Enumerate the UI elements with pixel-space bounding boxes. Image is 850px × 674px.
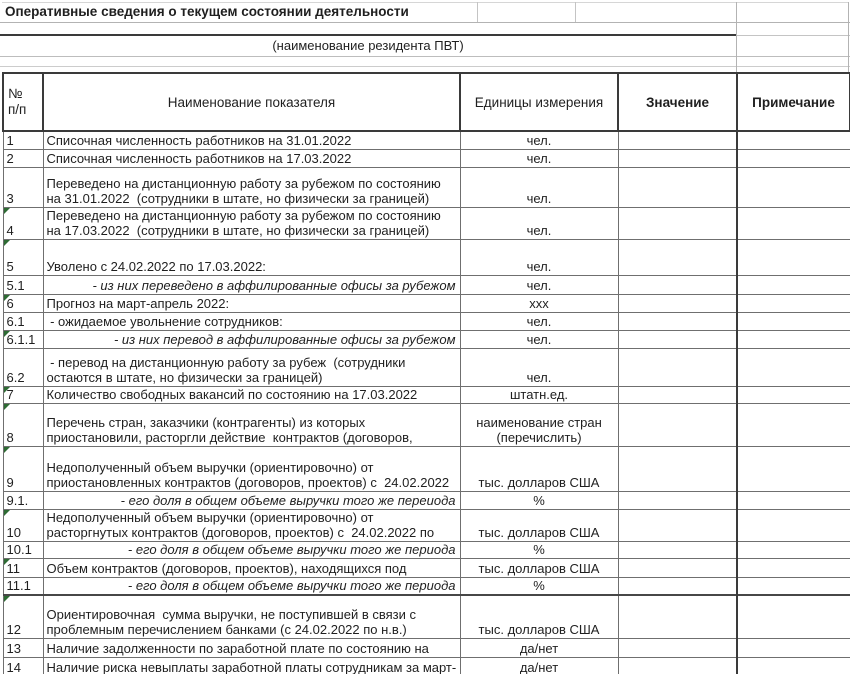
indicator-name-cell: - из них перевод в аффилированные офисы за рубежом (43, 330, 460, 348)
gridline (0, 56, 850, 57)
row-number-cell: 8 (3, 403, 43, 446)
indicator-name-cell: Количество свободных вакансий по состоянию на 17.03.2022 (43, 386, 460, 403)
indicator-name-cell: Наличие задолженности по заработной плате по состоянию на (43, 638, 460, 657)
unit-cell: чел. (460, 131, 618, 149)
header-num-line1: № (8, 86, 23, 101)
indicators-table (2, 72, 850, 674)
table-row (3, 638, 850, 657)
note-cell[interactable] (737, 207, 850, 239)
note-cell[interactable] (737, 541, 850, 558)
value-cell[interactable] (618, 541, 737, 558)
value-cell[interactable] (618, 558, 737, 577)
gridline (2, 2, 849, 3)
value-cell[interactable] (618, 167, 737, 207)
header-cell-value: Значение (618, 73, 737, 131)
indicator-name-cell: Наличие риска невыплаты заработной платы сотрудникам за март- (43, 657, 460, 674)
header-cell-name: Наименование показателя (43, 73, 460, 131)
gridline (575, 2, 576, 22)
row-number-cell: 9.1. (3, 491, 43, 509)
row-number-cell: 14 (3, 657, 43, 674)
indicator-name-cell: - из них переведено в аффилированные офисы за рубежом (43, 275, 460, 294)
note-cell[interactable] (737, 348, 850, 386)
unit-cell: % (460, 491, 618, 509)
indicator-name-cell: Недополученный объем выручки (ориентировочно) от расторгнутых контрактов (договоров, проектов) с 24.02.2022 по (43, 509, 460, 541)
table-row (3, 348, 850, 386)
indicator-name-cell: Ориентировочная сумма выручки, не поступившей в связи с проблемным перечислением банками (с 24.02.2022 по н.в.) (43, 595, 460, 638)
note-cell[interactable] (737, 131, 850, 149)
table-row (3, 239, 850, 275)
row-number-cell: 11.1 (3, 577, 43, 595)
table-row (3, 491, 850, 509)
table-row (3, 657, 850, 674)
comment-indicator-icon (4, 208, 10, 214)
note-cell[interactable] (737, 386, 850, 403)
value-cell[interactable] (618, 294, 737, 312)
row-number-cell: 10 (3, 509, 43, 541)
comment-indicator-icon (4, 240, 10, 246)
unit-cell: тыс. долларов США (460, 558, 618, 577)
table-row (3, 149, 850, 167)
indicator-name-cell: - его доля в общем объеме выручки того же переиода (43, 491, 460, 509)
row-number-cell: 2 (3, 149, 43, 167)
unit-cell: тыс. долларов США (460, 446, 618, 491)
table-row (3, 330, 850, 348)
row-number-cell: 7 (3, 386, 43, 403)
row-number-cell: 13 (3, 638, 43, 657)
row-number-cell: 4 (3, 207, 43, 239)
indicator-name-cell: Прогноз на март-апрель 2022: (43, 294, 460, 312)
indicator-name-cell: Списочная численность работников на 31.01.2022 (43, 131, 460, 149)
note-cell[interactable] (737, 167, 850, 207)
value-cell[interactable] (618, 149, 737, 167)
header-row (3, 73, 850, 131)
value-cell[interactable] (618, 330, 737, 348)
indicator-name-cell: Недополученный объем выручки (ориентировочно) от приостановленных контрактов (договоров, проектов) с 24.02.2022 (43, 446, 460, 491)
value-cell[interactable] (618, 239, 737, 275)
comment-indicator-icon (4, 510, 10, 516)
row-number-cell: 5 (3, 239, 43, 275)
resident-name-caption: (наименование резидента ПВТ) (272, 38, 464, 53)
note-cell[interactable] (737, 595, 850, 638)
table-row (3, 509, 850, 541)
unit-cell: чел. (460, 167, 618, 207)
indicator-name-cell: Перечень стран, заказчики (контрагенты) из которых приостановили, расторгли действие контрактов (договоров, (43, 403, 460, 446)
table-row (3, 207, 850, 239)
table-row (3, 595, 850, 638)
value-cell[interactable] (618, 577, 737, 595)
gridline (0, 22, 850, 23)
header-cell-note: Примечание (737, 73, 850, 131)
row-number-cell: 6.1.1 (3, 330, 43, 348)
comment-indicator-icon (4, 331, 10, 337)
value-cell[interactable] (618, 491, 737, 509)
indicator-name-cell: Переведено на дистанционную работу за рубежом по состоянию на 17.03.2022 (сотрудники в штате, но физически за границей) (43, 207, 460, 239)
note-cell[interactable] (737, 312, 850, 330)
indicator-name-cell: Уволено с 24.02.2022 по 17.03.2022: (43, 239, 460, 275)
table-row (3, 446, 850, 491)
unit-cell: % (460, 577, 618, 595)
note-cell[interactable] (737, 239, 850, 275)
value-cell[interactable] (618, 509, 737, 541)
table-row (3, 403, 850, 446)
row-number-cell: 1 (3, 131, 43, 149)
value-cell[interactable] (618, 312, 737, 330)
indicator-name-cell: - его доля в общем объеме выручки того же периода (43, 577, 460, 595)
table-row (3, 275, 850, 294)
unit-cell: чел. (460, 239, 618, 275)
gridline (736, 2, 737, 72)
table-row (3, 577, 850, 595)
table-row (3, 294, 850, 312)
table-row (3, 167, 850, 207)
indicator-name-cell: Переведено на дистанционную работу за рубежом по состоянию на 31.01.2022 (сотрудники в штате, но физически за границей) (43, 167, 460, 207)
unit-cell: чел. (460, 207, 618, 239)
unit-cell: xxx (460, 294, 618, 312)
unit-cell: да/нет (460, 638, 618, 657)
indicator-name-cell: - его доля в общем объеме выручки того же периода (43, 541, 460, 558)
gridline (0, 66, 850, 67)
value-cell[interactable] (618, 348, 737, 386)
unit-cell: тыс. долларов США (460, 595, 618, 638)
value-cell[interactable] (618, 595, 737, 638)
gridline (477, 2, 478, 22)
note-cell[interactable] (737, 330, 850, 348)
comment-indicator-icon (4, 387, 10, 393)
table-row (3, 312, 850, 330)
row-number-cell: 5.1 (3, 275, 43, 294)
note-cell[interactable] (737, 275, 850, 294)
indicator-name-cell: - ожидаемое увольнение сотрудников: (43, 312, 460, 330)
value-cell[interactable] (618, 386, 737, 403)
gridline (736, 35, 850, 36)
value-cell[interactable] (618, 403, 737, 446)
table-row (3, 541, 850, 558)
note-cell[interactable] (737, 638, 850, 657)
row-number-cell: 10.1 (3, 541, 43, 558)
unit-cell: чел. (460, 312, 618, 330)
value-cell[interactable] (618, 446, 737, 491)
unit-cell: % (460, 541, 618, 558)
note-cell[interactable] (737, 558, 850, 577)
row-number-cell: 6 (3, 294, 43, 312)
note-cell[interactable] (737, 446, 850, 491)
comment-indicator-icon (4, 404, 10, 410)
gridline (848, 2, 849, 72)
note-cell[interactable] (737, 149, 850, 167)
row-number-cell: 3 (3, 167, 43, 207)
comment-indicator-icon (4, 447, 10, 453)
row-number-cell: 12 (3, 595, 43, 638)
page-title: Оперативные сведения о текущем состоянии деятельности (5, 4, 409, 19)
table-row (3, 131, 850, 149)
unit-cell: чел. (460, 348, 618, 386)
indicator-name-cell: - перевод на дистанционную работу за рубеж (сотрудники остаются в штате, но физически за границей) (43, 348, 460, 386)
value-cell[interactable] (618, 657, 737, 674)
row-number-cell: 6.1 (3, 312, 43, 330)
value-cell[interactable] (618, 131, 737, 149)
unit-cell: чел. (460, 330, 618, 348)
unit-cell: тыс. долларов США (460, 509, 618, 541)
table-row (3, 386, 850, 403)
comment-indicator-icon (4, 295, 10, 301)
unit-cell: чел. (460, 275, 618, 294)
row-number-cell: 11 (3, 558, 43, 577)
value-cell[interactable] (618, 207, 737, 239)
note-cell[interactable] (737, 577, 850, 595)
signature-line (0, 34, 736, 36)
value-cell[interactable] (618, 638, 737, 657)
note-cell[interactable] (737, 657, 850, 674)
indicator-name-cell: Списочная численность работников на 17.03.2022 (43, 149, 460, 167)
header-num-line2: п/п (8, 102, 27, 117)
comment-indicator-icon (4, 596, 10, 602)
header-cell-num (3, 73, 43, 131)
note-cell[interactable] (737, 403, 850, 446)
unit-cell: штатн.ед. (460, 386, 618, 403)
header-cell-unit: Единицы измерения (460, 73, 618, 131)
unit-cell: чел. (460, 149, 618, 167)
comment-indicator-icon (4, 559, 10, 565)
indicator-name-cell: Объем контрактов (договоров, проектов), находящихся под (43, 558, 460, 577)
unit-cell: да/нет (460, 657, 618, 674)
row-number-cell: 9 (3, 446, 43, 491)
unit-cell: наименование стран (перечислить) (460, 403, 618, 446)
note-cell[interactable] (737, 509, 850, 541)
note-cell[interactable] (737, 491, 850, 509)
row-number-cell: 6.2 (3, 348, 43, 386)
value-cell[interactable] (618, 275, 737, 294)
note-cell[interactable] (737, 294, 850, 312)
table-row (3, 558, 850, 577)
